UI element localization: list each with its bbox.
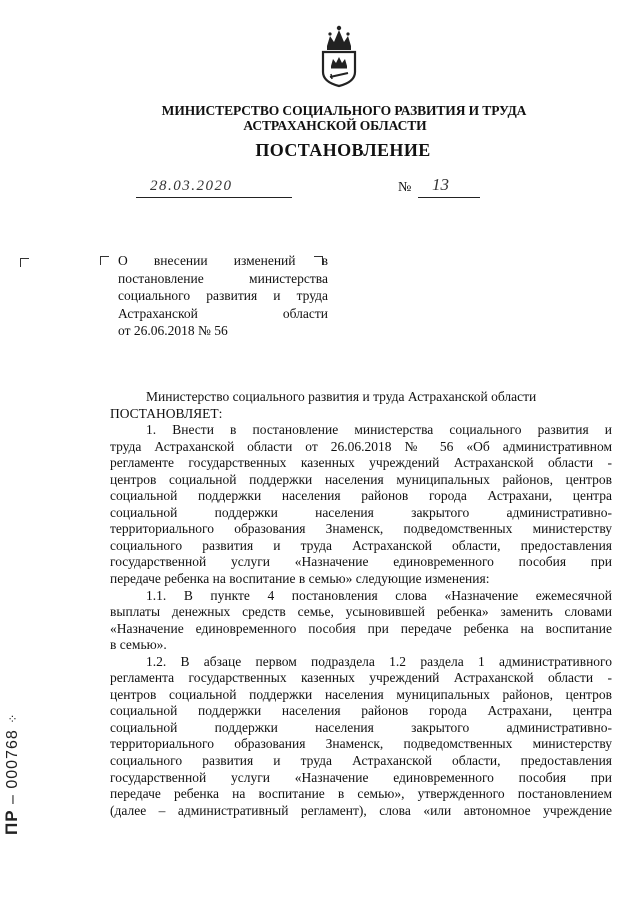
body-line: социальной поддержки населения закрытого административно- bbox=[110, 719, 612, 735]
coat-of-arms-icon bbox=[318, 22, 360, 88]
body-line: территориального образования Знаменск, подведомственных министерству bbox=[110, 736, 612, 752]
body-line: центров социальной поддержки населения муниципальных районов, центров bbox=[110, 471, 612, 487]
body-line: социальной поддержки населения закрытого административно- bbox=[110, 504, 612, 520]
document-number: 13 bbox=[432, 175, 449, 194]
subject-line: социального развития и труда bbox=[118, 288, 328, 304]
stamp-dots-icon: ⁘ bbox=[6, 712, 20, 724]
body-line: (далее – административный регламент), слова «или автономное учреждение bbox=[110, 802, 612, 818]
body-line: «Назначение единовременного пособия при передаче ребенка на воспитание bbox=[110, 620, 612, 636]
body-line: территориального образования Знаменск, подведомственных министерству bbox=[110, 521, 612, 537]
body-line: социального развития и труда Астраханской области, предоставления bbox=[110, 537, 612, 553]
body-line: центров социальной поддержки населения муниципальных районов, центров bbox=[110, 686, 612, 702]
body-line: 1. Внести в постановление министерства социального развития и bbox=[146, 422, 612, 438]
corner-mark-subject-left bbox=[100, 256, 109, 265]
body-line: государственной услуги «Назначение единовременного пособия при bbox=[110, 769, 612, 785]
body-line: 1.1. В пункте 4 постановления слова «Назначение ежемесячной bbox=[146, 587, 612, 603]
ministry-name-line1: МИНИСТЕРСТВО СОЦИАЛЬНОГО РАЗВИТИЯ И ТРУДА bbox=[161, 103, 527, 118]
registration-stamp: ПР – 000768 ⁘ bbox=[2, 712, 21, 835]
body-line: 1.2. В абзаце первом подраздела 1.2 раздела 1 административного bbox=[146, 653, 612, 669]
ministry-name-line2: АСТРАХАНСКОЙ ОБЛАСТИ bbox=[243, 118, 427, 133]
body-line: ПОСТАНОВЛЯЕТ: bbox=[110, 405, 223, 421]
document-date: 28.03.2020 bbox=[150, 178, 233, 194]
body-line: Министерство социального развития и труда Астраханской области bbox=[146, 389, 537, 404]
corner-mark-left bbox=[20, 258, 29, 267]
subject-line: от 26.06.2018 № 56 bbox=[118, 323, 228, 339]
body-line: регламенте государственных казенных учреждений Астраханской области - bbox=[110, 455, 612, 471]
body-line: передаче ребенка на воспитание в семью» следующие изменения: bbox=[110, 571, 490, 587]
body-line: передаче ребенка на воспитание в семью», утвержденного постановлением bbox=[110, 786, 612, 802]
number-underline bbox=[418, 197, 480, 198]
subject-line: постановление министерства bbox=[118, 270, 328, 286]
body-line: социальной поддержки населения районов города Астрахани, центра bbox=[110, 488, 612, 504]
number-sign: № bbox=[398, 180, 412, 195]
stamp-prefix: ПР bbox=[2, 809, 21, 835]
date-underline bbox=[136, 197, 292, 198]
body-line: труда Астраханской области от 26.06.2018 № 56 «Об административном bbox=[110, 438, 612, 454]
stamp-number: 000768 bbox=[4, 729, 21, 789]
body-line: регламента государственных казенных учреждений Астраханской области - bbox=[110, 670, 612, 686]
document-body bbox=[110, 389, 612, 819]
document-type-title: ПОСТАНОВЛЕНИЕ bbox=[255, 140, 431, 160]
body-line: государственной услуги «Назначение единовременного пособия при bbox=[110, 554, 612, 570]
subject-line: О внесении изменений в bbox=[118, 253, 328, 268]
body-line: социальной поддержки населения районов города Астрахани, центра bbox=[110, 703, 612, 719]
document-subject bbox=[118, 252, 328, 340]
body-line: социального развития и труда Астраханской области, предоставления bbox=[110, 753, 612, 769]
body-line: выплаты денежных средств семье, усыновившей ребенка» заменить словами bbox=[110, 604, 612, 620]
body-line: в семью». bbox=[110, 637, 167, 653]
subject-line: Астраханской области bbox=[118, 305, 328, 321]
